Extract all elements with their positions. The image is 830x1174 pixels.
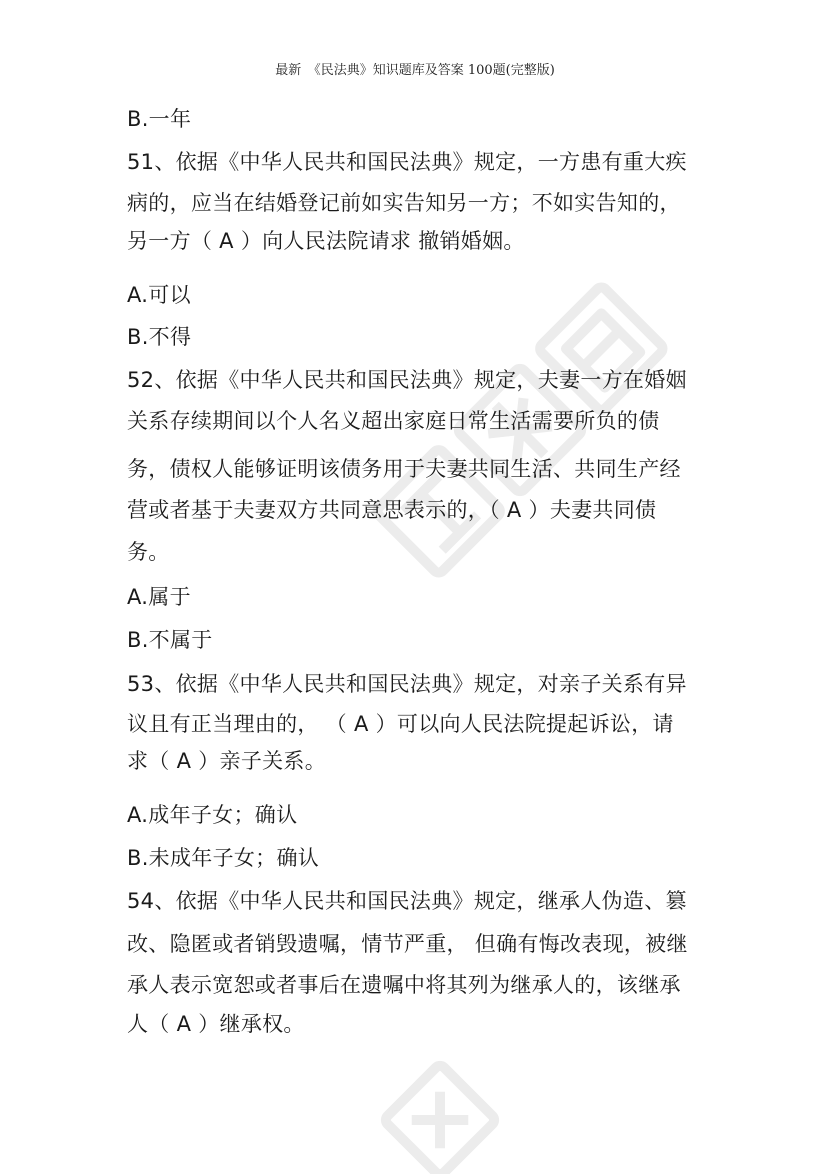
- question-51-line-1: 51、依据《中华人民共和国民法典》规定，一方患有重大疾: [127, 150, 687, 174]
- question-52-line-3: 务，债权人能够证明该债务用于夫妻共同生活、共同生产经: [127, 457, 681, 481]
- option-b: B.未成年子女；确认: [127, 846, 320, 870]
- question-54-line-2: 改、隐匿或者销毁遗嘱，情节严重， 但确有悔改表现，被继: [127, 932, 688, 956]
- option-a: A.成年子女；确认: [127, 803, 298, 827]
- question-53-line-2: 议且有正当理由的， （ A ）可以向人民法院提起诉讼，请: [127, 712, 674, 736]
- page-header: 最新 《民法典》知识题库及答案 100题(完整版): [275, 63, 555, 78]
- question-52-line-4: 营或者基于夫妻双方共同意思表示的，（ A ）夫妻共同债: [127, 498, 657, 522]
- option-a: A.属于: [127, 585, 191, 609]
- question-53-line-3: 求（ A ）亲子关系。: [127, 749, 327, 773]
- question-51-line-2: 病的，应当在结婚登记前如实告知另一方；不如实告知的，: [127, 191, 681, 215]
- question-54-line-1: 54、依据《中华人民共和国民法典》规定，继承人伪造、篡: [127, 889, 687, 913]
- question-52-line-5: 务。: [127, 540, 170, 564]
- question-52-line-1: 52、依据《中华人民共和国民法典》规定，夫妻一方在婚姻: [127, 368, 687, 392]
- question-52-line-2: 关系存续期间以个人名义超出家庭日常生活需要所负的债: [127, 409, 660, 433]
- question-54-line-3: 承人表示宽恕或者事后在遗嘱中将其列为继承人的，该继承: [127, 973, 681, 997]
- option-b: B.不得: [127, 325, 192, 349]
- question-51-line-3: 另一方（ A ）向人民法院请求 撤销婚姻。: [127, 229, 525, 253]
- text-line: B.一年: [127, 107, 192, 131]
- question-53-line-1: 53、依据《中华人民共和国民法典》规定，对亲子关系有异: [127, 672, 687, 696]
- option-b: B.不属于: [127, 628, 213, 652]
- option-a: A.可以: [127, 283, 191, 307]
- question-54-line-4: 人（ A ）继承权。: [127, 1012, 305, 1036]
